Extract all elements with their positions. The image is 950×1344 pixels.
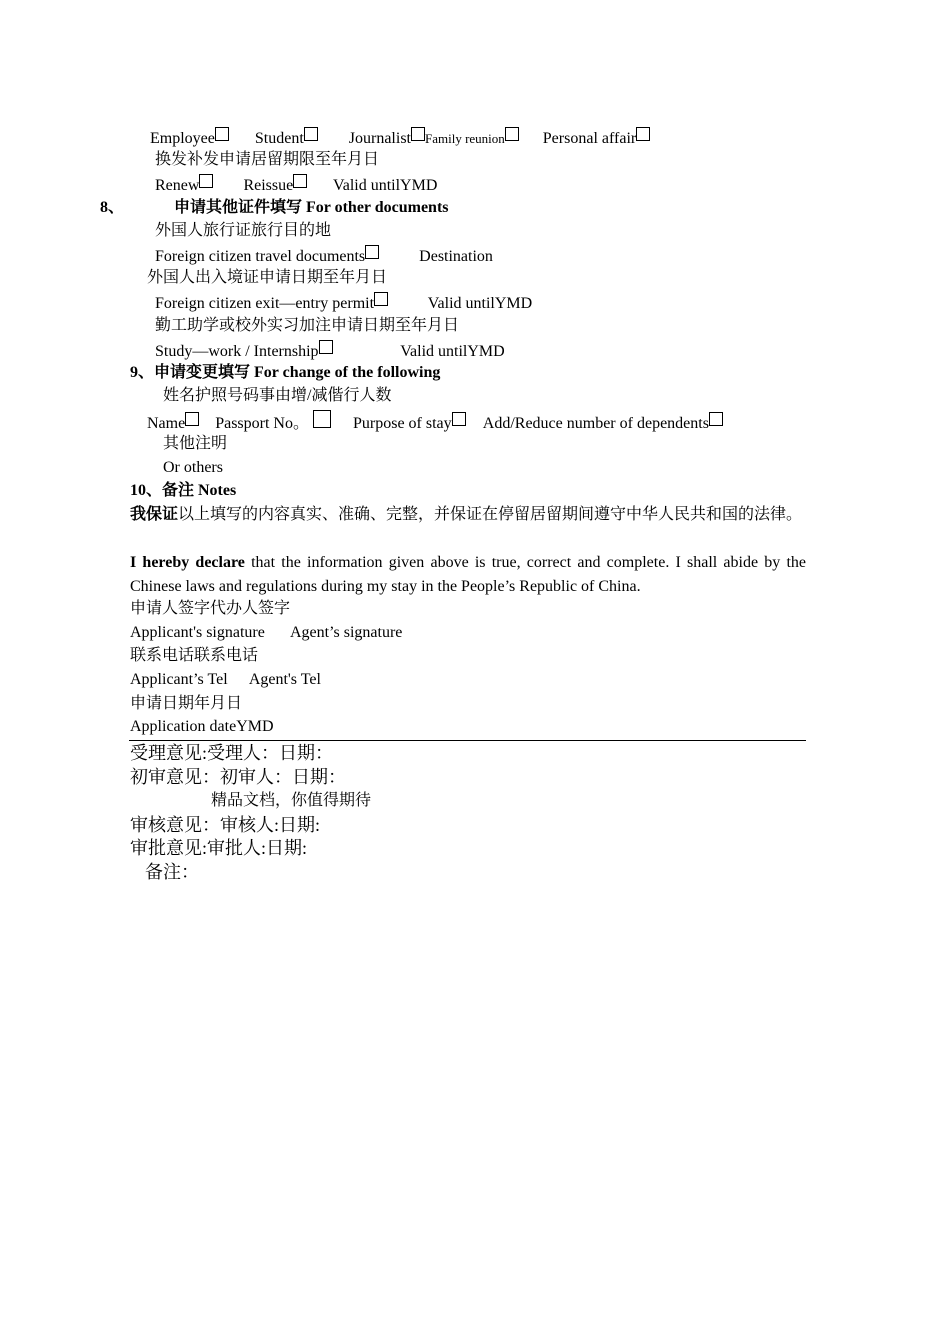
reissue-checkbox[interactable]	[293, 174, 307, 188]
agent-signature-label: Agent’s signature	[289, 624, 403, 641]
signature-cn: 申请人签字代办人签字	[130, 600, 291, 617]
passport-checkbox[interactable]	[313, 410, 331, 428]
travel-cn: 外国人旅行证旅行目的地	[155, 222, 332, 239]
change-fields-cn: 姓名护照号码事由增/减偕行人数	[163, 387, 392, 404]
renew-row	[155, 174, 437, 196]
employee-label: Employee	[150, 130, 215, 147]
student-label: Student	[254, 130, 304, 147]
reissue-label: Reissue	[243, 177, 294, 194]
purpose-of-stay-label: Purpose of stay	[353, 415, 452, 432]
declare-en-bold: I hereby declare	[130, 554, 245, 571]
personal-affair-checkbox[interactable]	[636, 127, 650, 141]
declaration-en	[130, 551, 806, 599]
others-en: Or others	[163, 459, 223, 476]
exit-valid-until: Valid untilYMD	[427, 295, 533, 312]
others-cn: 其他注明	[163, 435, 228, 452]
study-work-checkbox[interactable]	[319, 340, 333, 354]
family-reunion-label: Family reunion	[424, 131, 505, 146]
exit-permit-label: Foreign citizen exit—entry permit	[155, 295, 375, 312]
applicant-signature-label: Applicant's signature	[130, 624, 265, 641]
declare-cn-text: 以上填写的内容真实、准确、完整，并保证在停留居留期间遵守中华人民共和国的法律。	[178, 506, 803, 523]
study-work-label: Study—work / Internship	[155, 343, 319, 360]
applicant-tel-label: Applicant’s Tel	[130, 671, 228, 688]
section9-heading: 9、申请变更填写 For change of the following	[130, 364, 441, 381]
renew-valid-until: Valid untilYMD	[332, 177, 438, 194]
family-reunion-checkbox[interactable]	[505, 127, 519, 141]
review-opinion: 审核意见：审核人:日期:	[130, 815, 321, 835]
exit-permit-checkbox[interactable]	[374, 292, 388, 306]
travel-row	[155, 245, 493, 267]
application-date-label: Application dateYMD	[130, 718, 274, 735]
destination-label: Destination	[419, 248, 493, 265]
employee-checkbox[interactable]	[215, 127, 229, 141]
tel-row	[130, 670, 321, 690]
section8-heading: 申请其他证件填写 For other documents	[174, 199, 449, 216]
journalist-label: Journalist	[348, 130, 411, 147]
passport-label: Passport No。	[215, 415, 309, 432]
renew-cn: 换发补发申请居留期限至年月日	[155, 151, 380, 168]
declare-cn-bold: 我保证	[130, 506, 179, 523]
section8-number: 8、	[100, 199, 125, 216]
remarks-label: 备注：	[145, 862, 199, 882]
initial-review-opinion: 初审意见：初审人：日期：	[130, 767, 346, 787]
purpose-of-stay-checkbox[interactable]	[452, 412, 466, 426]
section10-heading: 10、备注 Notes	[130, 482, 237, 499]
renew-checkbox[interactable]	[199, 174, 213, 188]
exit-row	[155, 292, 532, 314]
divider-line	[129, 740, 806, 741]
approval-opinion: 审批意见:审批人:日期:	[130, 838, 308, 858]
acceptance-opinion: 受理意见:受理人：日期：	[130, 743, 333, 763]
declaration-cn	[130, 503, 806, 527]
study-row	[155, 340, 505, 362]
date-cn: 申请日期年月日	[130, 695, 243, 712]
student-checkbox[interactable]	[304, 127, 318, 141]
exit-cn: 外国人出入境证申请日期至年月日	[147, 269, 388, 286]
declare-en-text: that the information given above is true, correct and complete. I shall abide by the Chinese laws and regulations during my stay in the People’s Republic of China.	[130, 554, 807, 595]
dependents-checkbox[interactable]	[709, 412, 723, 426]
journalist-checkbox[interactable]	[411, 127, 425, 141]
change-row	[147, 410, 723, 434]
study-cn: 勤工助学或校外实习加注申请日期至年月日	[155, 317, 460, 334]
name-label: Name	[147, 415, 186, 432]
renew-label: Renew	[155, 177, 200, 194]
personal-affair-label: Personal affair	[542, 130, 637, 147]
travel-doc-checkbox[interactable]	[365, 245, 379, 259]
signature-row	[130, 623, 402, 643]
purpose-row	[150, 127, 650, 149]
agent-tel-label: Agent's Tel	[248, 671, 321, 688]
watermark-text: 精品文档，你值得期待	[211, 792, 372, 809]
dependents-label: Add/Reduce number of dependents	[482, 415, 709, 432]
travel-doc-label: Foreign citizen travel documents	[155, 248, 366, 265]
name-checkbox[interactable]	[185, 412, 199, 426]
study-valid-until: Valid untilYMD	[400, 343, 505, 360]
tel-cn: 联系电话联系电话	[130, 647, 259, 664]
